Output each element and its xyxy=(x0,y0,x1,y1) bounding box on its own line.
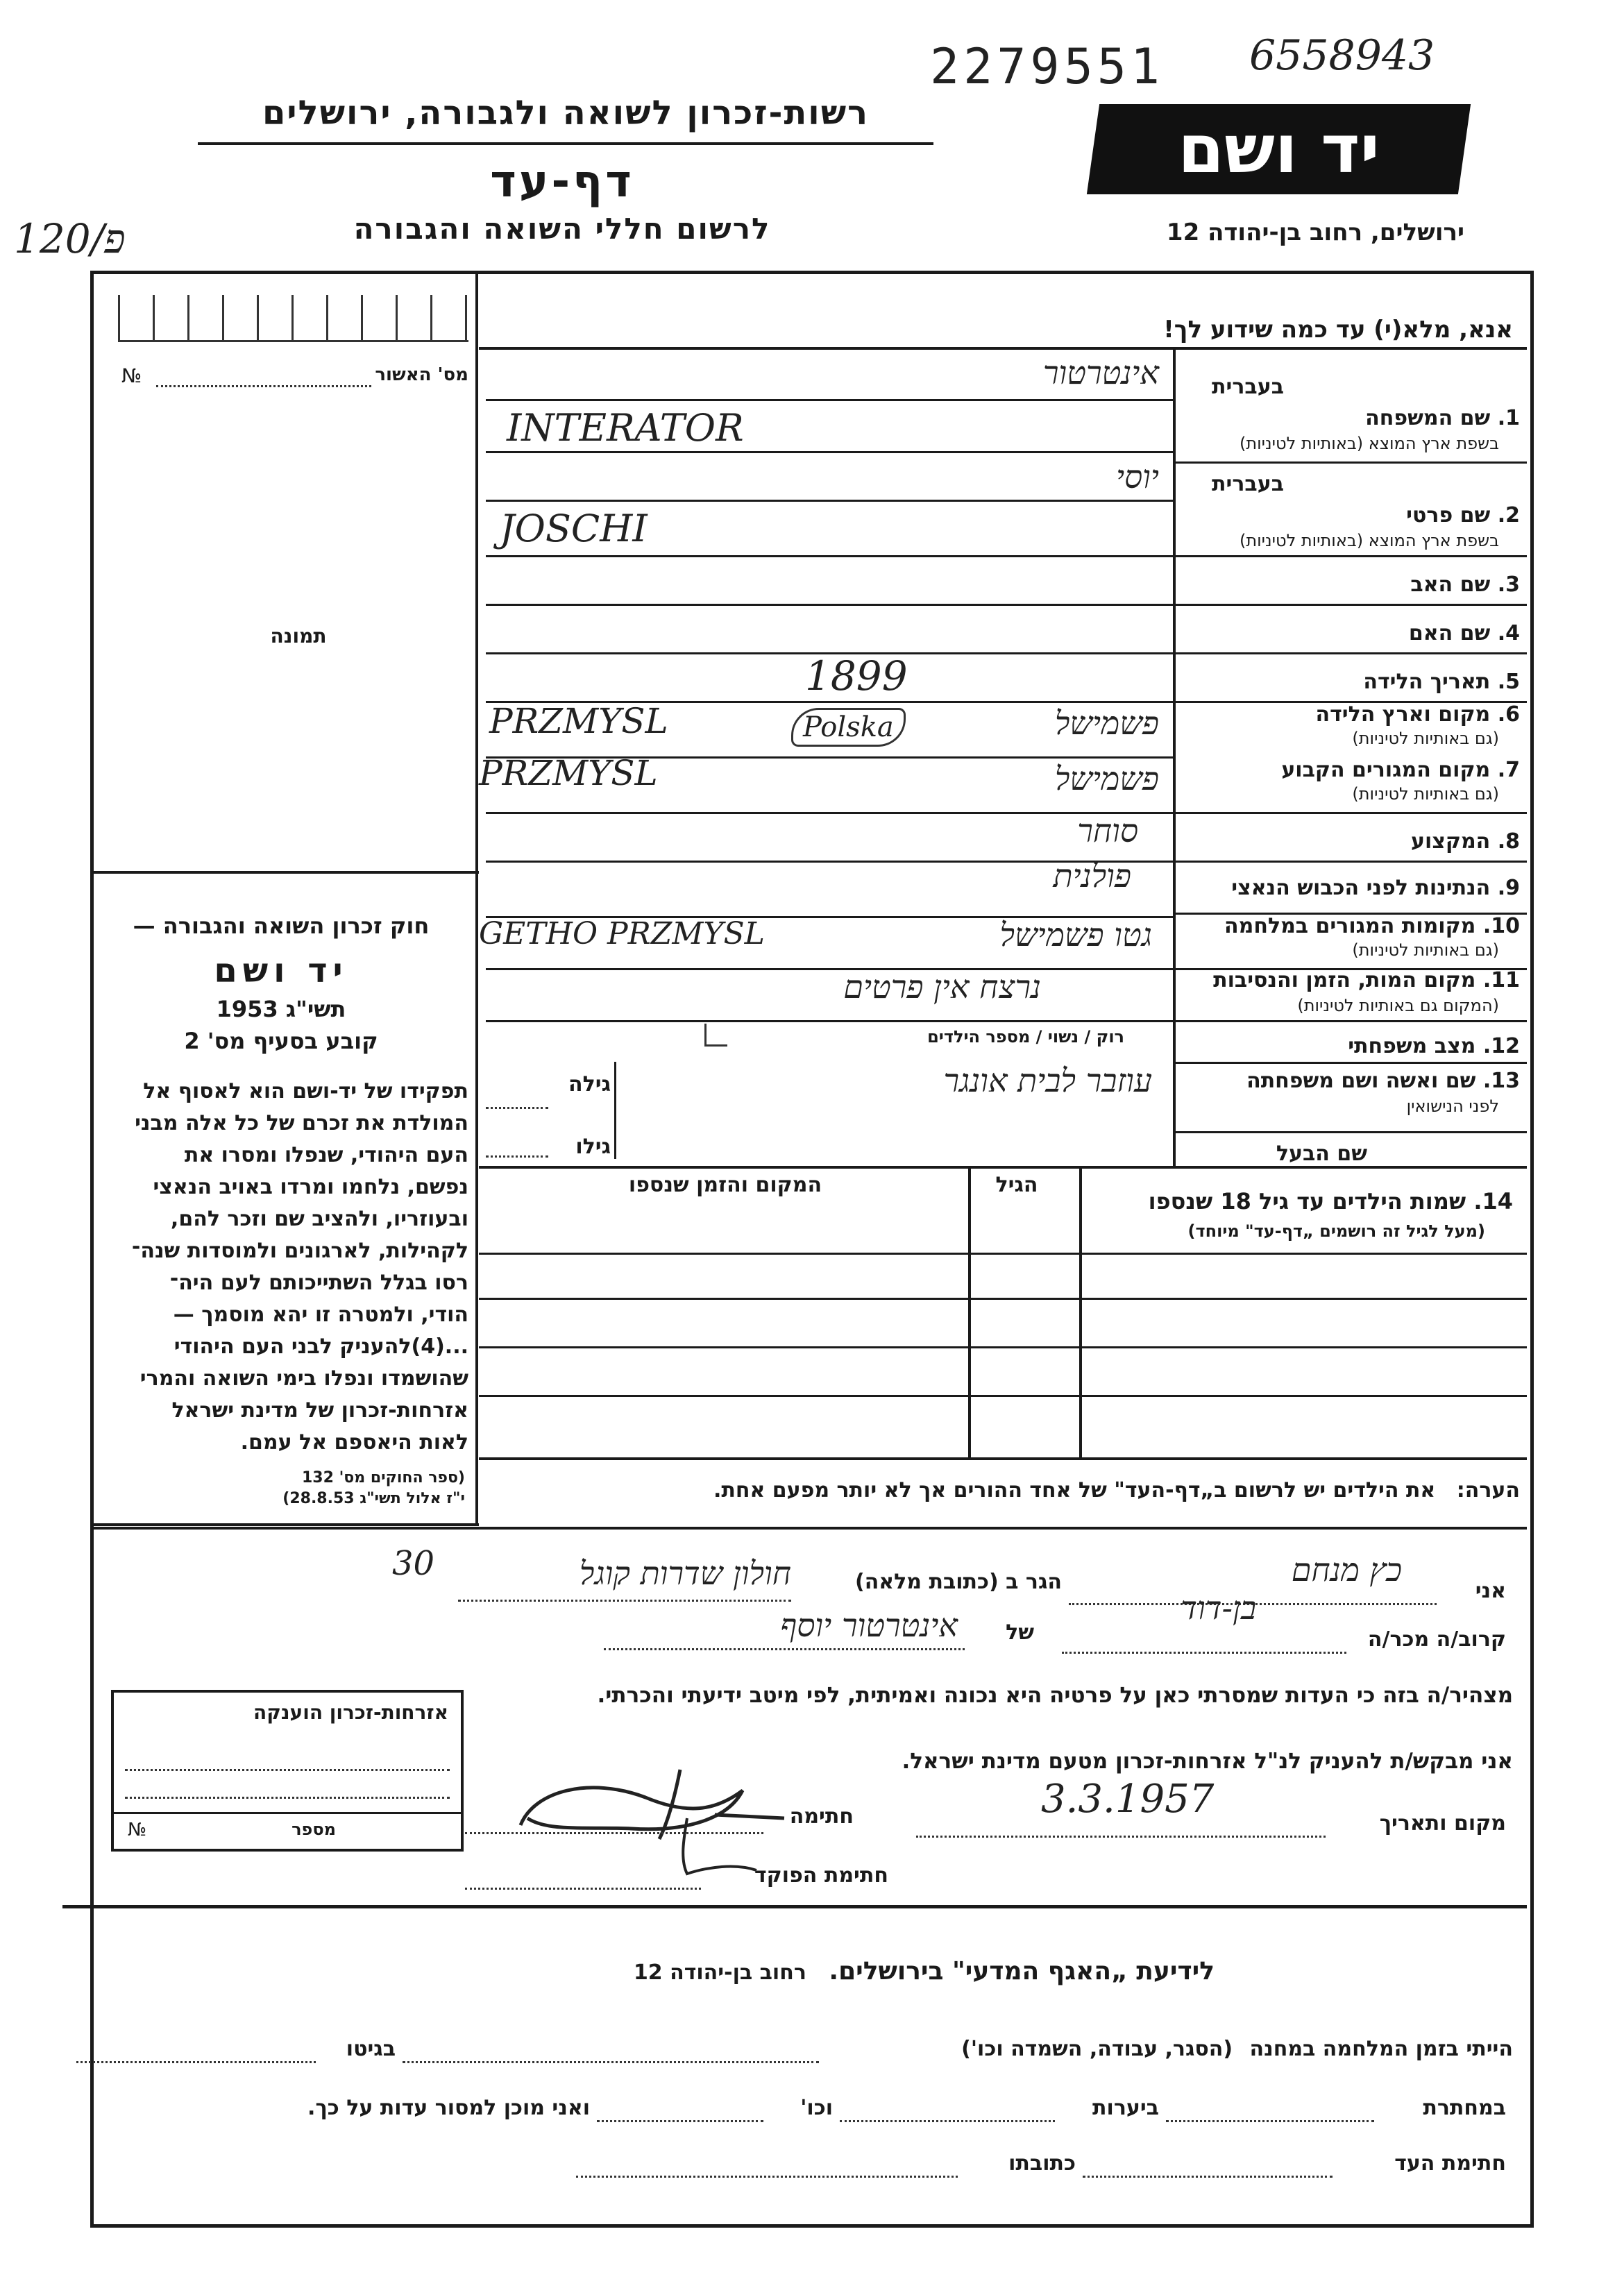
law-name: יד ושם xyxy=(214,951,348,990)
label-row-line xyxy=(1173,1020,1527,1022)
officer-signature xyxy=(645,1811,784,1888)
age-30-value: 30 xyxy=(392,1544,435,1583)
husband-age-label: גילו xyxy=(575,1135,611,1159)
relation-value: בן-דוד xyxy=(1181,1589,1256,1627)
field-10-text: מקומות המגורים במלחמה xyxy=(1224,914,1476,938)
date-value: 3.3.1957 xyxy=(1041,1777,1215,1822)
marital-bracket xyxy=(704,1024,727,1047)
decl-i-label: אני xyxy=(1475,1579,1506,1603)
decl-resident-label: הגר ב (כתובת מלאה) xyxy=(854,1570,1062,1594)
row-line xyxy=(486,451,1173,453)
row-line xyxy=(486,604,1173,606)
field-2-sub: בשפת ארץ המוצא (באותיות לטיניות) xyxy=(1240,531,1499,550)
birthplace-hebrew-value: פשמישל xyxy=(1054,704,1159,742)
field-1-hebrew-tag: בעברית xyxy=(1212,375,1284,399)
profession-value: סוחר xyxy=(1077,812,1138,849)
marital-vertical-divider xyxy=(614,1062,616,1159)
children-header-line xyxy=(479,1253,1527,1255)
field-2-hebrew-tag: בעברית xyxy=(1212,472,1284,496)
children-col-age: הגיל xyxy=(995,1173,1038,1197)
law-line: ובעוזריו, ולהציב שם וזכר להם, xyxy=(170,1207,468,1231)
bottom-camp-dotted-line xyxy=(403,2061,819,2063)
note-line xyxy=(479,1478,1520,1502)
label-row-line xyxy=(1173,861,1527,863)
children-title xyxy=(1083,1188,1513,1214)
row-line xyxy=(486,1020,1173,1022)
label-row-line xyxy=(1173,812,1527,814)
field-1-text: שם המשפחה xyxy=(1365,406,1491,430)
field-1-sub: בשפת ארץ המוצא (באותיות לטיניות) xyxy=(1240,434,1499,453)
field-11-num: 11. xyxy=(1482,968,1520,992)
field-10-num: 10. xyxy=(1482,914,1520,938)
citizenship-box xyxy=(111,1690,464,1852)
decl-of-dotted-line xyxy=(604,1648,965,1650)
birth-year-value: 1899 xyxy=(805,652,908,700)
field-12-label xyxy=(1180,1034,1520,1058)
war-residence-hebrew-value: גטו פשמישל xyxy=(999,916,1152,954)
approval-label: מס' האשור xyxy=(375,364,468,385)
marital-options: רוק / נשוי / מספר הילדים xyxy=(927,1027,1124,1047)
children-row-line xyxy=(479,1298,1527,1300)
birthplace-latin-value: PRZMYSL xyxy=(489,701,668,741)
law-line: לקהילות, לארגונים ולמוסדות שנה־ xyxy=(131,1239,468,1263)
law-line: לאות היאספם אל עמם. xyxy=(240,1430,468,1455)
authority-name: רשות-זכרון לשואה ולגבורה, ירושלים xyxy=(262,94,870,133)
field-3-num: 3. xyxy=(1497,573,1520,597)
form-title: דף-עד xyxy=(490,156,634,207)
label-row-line xyxy=(1173,1062,1527,1064)
bottom-etc-label: וכו' xyxy=(800,2096,833,2120)
children-col-div-1 xyxy=(968,1166,971,1457)
law-line: תפקידו של יד-ושם הוא לאסוף אל xyxy=(143,1079,468,1103)
field-2-text: שם פרטי xyxy=(1406,503,1491,527)
children-col-place: המקום והזמן שנספו xyxy=(628,1173,822,1197)
bottom-to-label xyxy=(486,1957,1215,1985)
law-box xyxy=(97,913,465,1054)
field-10-label xyxy=(1180,914,1520,938)
photo-label: תמונה xyxy=(270,625,327,647)
children-row-line xyxy=(479,1346,1527,1348)
label-row-line xyxy=(1173,604,1527,606)
header-address: ירושלים, רחוב בן-יהודה 12 xyxy=(1166,219,1464,246)
approval-dotted-line xyxy=(156,385,371,387)
children-num: 14. xyxy=(1473,1188,1513,1214)
field-13-sub: לפני הנישואין xyxy=(1406,1096,1499,1116)
citizenship-number-label: מספר xyxy=(291,1820,336,1839)
bottom-line1-b: (הסגר, עבודה, השמדה וכו') xyxy=(961,2037,1233,2061)
field-5-label xyxy=(1180,670,1520,694)
law-source xyxy=(104,1468,465,1509)
decl-relative-label: קרוב/ה מכר/ה xyxy=(1367,1627,1506,1652)
field-8-num: 8. xyxy=(1497,829,1520,854)
law-box-top xyxy=(90,871,479,874)
field-6-label xyxy=(1180,702,1520,727)
law-line: ...(4)להעניק לבני העם היהודי xyxy=(174,1335,468,1359)
of-name-value: אינטרטור יוסף xyxy=(780,1607,958,1644)
field-9-label xyxy=(1180,876,1520,900)
field-7-text: מקום המגורים הקבוע xyxy=(1281,758,1491,782)
row-line xyxy=(486,555,1173,557)
war-residence-latin-value: GETHO PRZMYSL xyxy=(479,916,765,951)
law-line: המולדת את זכרם של כל אלה מבני xyxy=(135,1111,468,1135)
bottom-witness-sign-dotted-line xyxy=(1083,2176,1333,2178)
citizenship-no: № xyxy=(128,1820,147,1840)
birthplace-country-value: Polska xyxy=(791,708,906,747)
field-1-label xyxy=(1180,406,1520,430)
bottom-address-dotted-line xyxy=(576,2176,958,2178)
bottom-ready-label: ואני מוכן למסור עדות על כך. xyxy=(307,2096,590,2120)
children-table-top xyxy=(479,1166,1527,1169)
field-6-text: מקום וארץ הלידה xyxy=(1315,702,1491,727)
margin-note: פ/120 xyxy=(14,215,126,262)
children-row-line xyxy=(479,1457,1527,1460)
field-7-num: 7. xyxy=(1497,758,1520,782)
law-line: הודי, ולמטרה זו יהא מוסמך — xyxy=(173,1303,468,1327)
bottom-ghetto-dotted-line xyxy=(76,2061,316,2063)
field-6-num: 6. xyxy=(1497,702,1520,727)
law-text xyxy=(97,1076,468,1459)
law-source-line: (ספר החוקים מס' 132 xyxy=(301,1469,465,1486)
husband-age-dotted-line xyxy=(486,1155,548,1158)
field-13-text: שם ואשה ושם משפחתה xyxy=(1246,1069,1476,1093)
note-text: את הילדים יש לרשום ב„דף-העד" של אחד ההורים אך לא יותר מפעם אחת. xyxy=(713,1478,1436,1502)
row-line xyxy=(486,399,1173,401)
decl-request: אני מבקש/ת להעניק לנ"ל אזרחות-זכרון מטעם מדינת ישראל. xyxy=(902,1749,1513,1774)
law-source-date: י"ז אלול תשי"ג 28.8.53) xyxy=(282,1490,465,1507)
wife-age-label: גילה xyxy=(568,1072,611,1096)
decl-signature-label: חתימה xyxy=(789,1804,854,1829)
wife-name-value: עוזבר לבית אונגר xyxy=(943,1062,1152,1099)
logo-text: יד ושם xyxy=(1178,110,1380,188)
field-3-text: שם האב xyxy=(1410,573,1491,597)
bottom-address: רחוב בן-יהודה 12 xyxy=(633,1960,806,1985)
law-line: שהושמדו ונפלו בימי השואה והמרי xyxy=(139,1366,468,1391)
citizenship-title: אזרחות-זכרון הוענקה xyxy=(253,1701,448,1724)
handwritten-number: 6558943 xyxy=(1249,31,1435,80)
children-col-div-2 xyxy=(1079,1166,1082,1457)
field-4-label xyxy=(1180,621,1520,645)
bottom-address-label: כתובתו xyxy=(1008,2151,1076,2176)
death-place-value: נרצח אין פרטים xyxy=(843,968,1041,1006)
bottom-ghetto-label: בגיטו xyxy=(346,2037,396,2061)
field-12-num: 12. xyxy=(1482,1034,1520,1058)
bottom-underground-dotted-line xyxy=(1166,2120,1374,2122)
bottom-forest-label: ביערות xyxy=(1092,2096,1159,2120)
instruction-divider xyxy=(479,347,1527,350)
bottom-section-divider xyxy=(62,1905,1527,1908)
label-row-line xyxy=(1173,652,1527,654)
decl-of-label: של xyxy=(1006,1620,1034,1645)
law-line: רסו בגלל השתייכותם לעם היה־ xyxy=(169,1271,468,1295)
field-9-text: הנתינות לפני הכבוש הנאצי xyxy=(1231,876,1491,900)
label-row-line xyxy=(1173,461,1527,464)
field-2-label xyxy=(1180,503,1520,527)
decl-relation-dotted-line xyxy=(1062,1652,1346,1654)
field-11-label xyxy=(1180,968,1520,992)
field-1-num: 1. xyxy=(1497,406,1520,430)
field-7-label xyxy=(1180,758,1520,782)
field-13-label xyxy=(1180,1069,1520,1093)
husband-name-label: שם הבעל xyxy=(1276,1142,1367,1166)
field-8-label xyxy=(1180,829,1520,854)
surname-latin-value: INTERATOR xyxy=(507,406,744,450)
law-clause: קובע בסעיף מס' 2 xyxy=(184,1028,378,1054)
firstname-hebrew-value: יוסי xyxy=(1115,458,1159,495)
field-11-text: מקום המות, הזמן והנסיבות xyxy=(1213,968,1476,992)
residence-hebrew-value: פשמישל xyxy=(1054,760,1159,797)
field-8-text: המקצוע xyxy=(1410,829,1491,854)
witness-address-value: חולון שדרות קוגל xyxy=(579,1555,791,1592)
decl-officer-dotted-line xyxy=(465,1888,701,1890)
wife-age-dotted-line xyxy=(486,1107,548,1109)
approval-no-symbol: № xyxy=(121,364,142,387)
field-10-sub: (גם באותיות לטיניות) xyxy=(1352,940,1499,960)
residence-latin-value: PRZMYSL xyxy=(479,753,658,793)
law-year: תשי"ג 1953 xyxy=(216,996,346,1022)
law-line: נפשם, נלחמו ומרדו באויב הנאצי xyxy=(153,1175,468,1199)
decl-address-dotted-line xyxy=(458,1600,791,1602)
field-9-num: 9. xyxy=(1497,876,1520,900)
law-heading: חוק זכרון השואה והגבורה — xyxy=(133,913,430,939)
field-12-text: מצב משפחתי xyxy=(1348,1034,1476,1058)
surname-hebrew-value: אינטרטור xyxy=(1042,354,1159,391)
bottom-to-text: לידיעת „האגף המדעי" בירושלים. xyxy=(829,1957,1215,1985)
bottom-forest-dotted-line xyxy=(840,2120,1055,2122)
bottom-line-1 xyxy=(90,2037,1513,2061)
children-title-text: שמות הילדים עד גיל 18 שנספו xyxy=(1148,1188,1466,1214)
approval-ticks xyxy=(118,295,468,342)
law-line: העם היהודי, שנפלו ומסרו את xyxy=(184,1143,468,1167)
decl-date-dotted-line xyxy=(916,1836,1326,1838)
label-row-line xyxy=(1173,1131,1527,1133)
row-line xyxy=(486,500,1173,502)
decl-officer-label: חתימת הפוקד xyxy=(754,1863,888,1888)
bottom-underground-label: במחתרת xyxy=(1423,2096,1506,2120)
law-line: אזרחות-זכרון של מדינת ישראל xyxy=(171,1398,468,1423)
bottom-line1-a: הייתי בזמן המלחמה במחנה xyxy=(1249,2037,1513,2061)
yad-vashem-logo xyxy=(1087,104,1471,194)
bottom-etc-dotted-line xyxy=(597,2120,763,2122)
decl-statement: מצהיר/ה בזה כי העדות שמסרתי כאן על פרטיה היא נכונה ואמיתית, לפי מיטב ידיעתי והכרתי. xyxy=(597,1683,1513,1708)
form-subtitle: לרשום חללי השואה והגבורה xyxy=(353,212,771,246)
field-3-label xyxy=(1180,573,1520,597)
law-box-bottom xyxy=(90,1523,479,1526)
field-7-sub: (גם באותיות לטיניות) xyxy=(1352,784,1499,804)
serial-number: 2279551 xyxy=(930,38,1165,95)
field-11-sub: (המקום גם באותיות לטיניות) xyxy=(1297,996,1499,1015)
instruction-text: אנא, מלא(י) עד כמה שידוע לך! xyxy=(1163,316,1513,344)
field-2-num: 2. xyxy=(1497,503,1520,527)
citizenship-value: פולנית xyxy=(1053,857,1131,895)
note-bottom-line xyxy=(90,1527,1527,1530)
authority-underline xyxy=(198,142,933,145)
note-label: הערה: xyxy=(1456,1478,1520,1502)
children-note: (מעל לגיל זה רושמים „דף-עד" מיוחד) xyxy=(1187,1221,1485,1241)
field-4-text: שם האם xyxy=(1408,621,1491,645)
officer-signature-stroke xyxy=(683,1818,756,1874)
field-5-num: 5. xyxy=(1497,670,1520,694)
decl-place-date-label: מקום ותאריך xyxy=(1379,1811,1506,1836)
children-row-line xyxy=(479,1395,1527,1397)
field-5-text: תאריך הלידה xyxy=(1363,670,1491,694)
left-column-divider xyxy=(475,274,478,1523)
bottom-witness-sign-label: חתימת העד xyxy=(1394,2151,1506,2176)
field-6-sub: (גם באותיות לטיניות) xyxy=(1352,729,1499,748)
field-13-num: 13. xyxy=(1482,1069,1520,1093)
witness-name-value: כץ מנחם xyxy=(1291,1551,1402,1589)
firstname-latin-value: JOSCHI xyxy=(500,507,648,550)
label-row-line xyxy=(1173,555,1527,557)
field-4-num: 4. xyxy=(1497,621,1520,645)
label-column-divider xyxy=(1173,347,1176,1166)
